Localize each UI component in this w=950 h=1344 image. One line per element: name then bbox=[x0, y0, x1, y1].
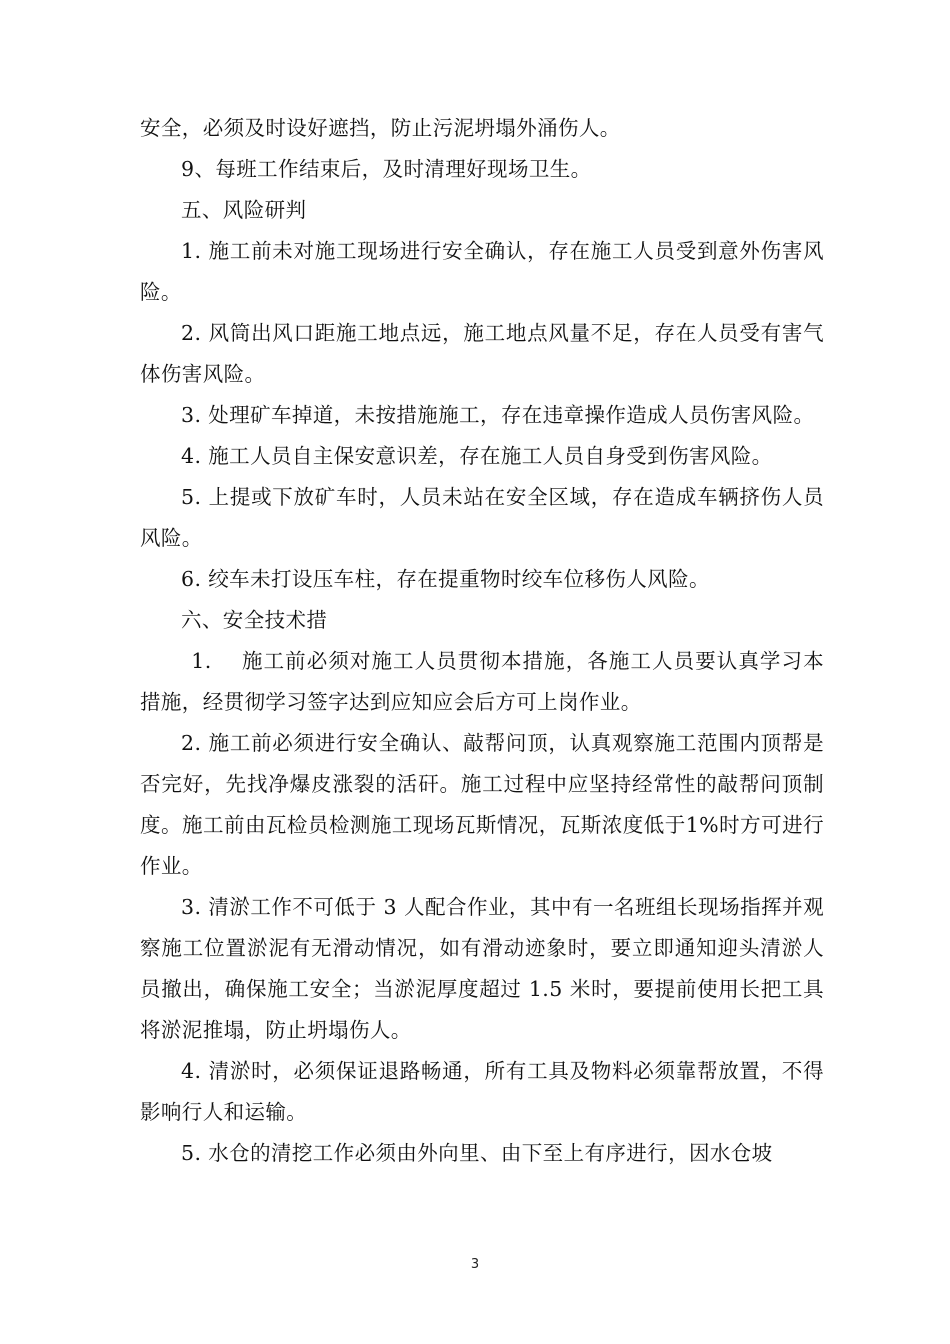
paragraph-risk-3: 3. 处理矿车掉道，未按措施施工，存在违章操作造成人员伤害风险。 bbox=[181, 403, 815, 427]
paragraph-measure-5: 5. 水仓的清挖工作必须由外向里、由下至上有序进行，因水仓坡 bbox=[181, 1141, 773, 1165]
paragraph-measure-2: 2. 施工前必须进行安全确认、敲帮问顶，认真观察施工范围内顶帮是否完好，先找净爆皮涨裂的活矸。施工过程中应坚持经常性的敲帮问顶制度。施工前由瓦检员检测施工现场瓦斯情况，瓦斯浓度低于1%时方可进行作业。 bbox=[140, 731, 824, 878]
paragraph-measure-3: 3. 清淤工作不可低于 3 人配合作业，其中有一名班组长现场指挥并观察施工位置淤泥有无滑动情况，如有滑动迹象时，要立即通知迎头清淤人员撤出，确保施工安全；当淤泥厚度超过 1.5 米时，要提前使用长把工具将淤泥推塌，防止坍塌伤人。 bbox=[140, 895, 824, 1042]
paragraph-risk-1: 1. 施工前未对施工现场进行安全确认，存在施工人员受到意外伤害风险。 bbox=[140, 239, 824, 304]
section-heading-risk-assessment: 五、风险研判 bbox=[181, 198, 307, 222]
paragraph-continuation: 安全，必须及时设好遮挡，防止污泥坍塌外涌伤人。 bbox=[140, 116, 621, 140]
paragraph-measure-1: 1. 施工前必须对施工人员贯彻本措施，各施工人员要认真学习本措施，经贯彻学习签字达到应知应会后方可上岗作业。 bbox=[140, 649, 824, 714]
paragraph-risk-4: 4. 施工人员自主保安意识差，存在施工人员自身受到伤害风险。 bbox=[181, 444, 773, 468]
paragraph-measure-4: 4. 清淤时，必须保证退路畅通，所有工具及物料必须靠帮放置，不得影响行人和运输。 bbox=[140, 1059, 824, 1124]
paragraph-risk-6: 6. 绞车未打设压车柱，存在提重物时绞车位移伤人风险。 bbox=[181, 567, 710, 591]
paragraph-risk-2: 2. 风筒出风口距施工地点远，施工地点风量不足，存在人员受有害气体伤害风险。 bbox=[140, 321, 824, 386]
document-body bbox=[140, 108, 824, 1174]
page-number: 3 bbox=[470, 1257, 480, 1272]
section-heading-safety-measures: 六、安全技术措 bbox=[181, 608, 328, 632]
paragraph-risk-5: 5. 上提或下放矿车时，人员未站在安全区域，存在造成车辆挤伤人员风险。 bbox=[140, 485, 824, 550]
paragraph-item-9: 9、每班工作结束后，及时清理好现场卫生。 bbox=[181, 157, 592, 181]
